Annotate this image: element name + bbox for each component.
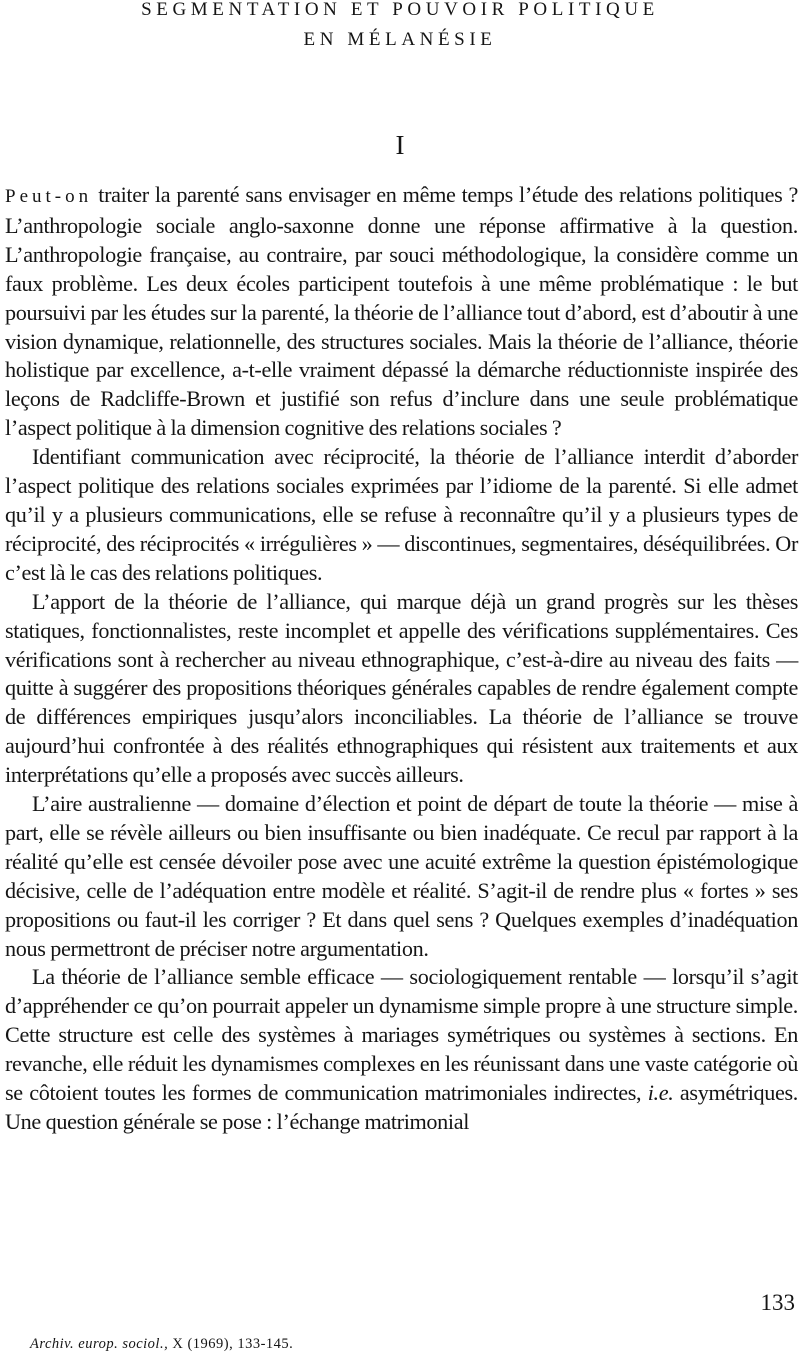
running-header-line-2: EN MÉLANÉSIE [303,29,497,50]
paragraph-5-abbreviation: i.e. [647,1080,674,1106]
page-number: 133 [760,1290,795,1315]
journal-citation [30,1335,293,1353]
running-header-line-1: SEGMENTATION ET POUVOIR POLITIQUE [141,0,659,20]
paragraph-5-text-b: asymétriques. Une question générale se pose : l’échange matrimonial [5,1080,798,1134]
paragraph-1-text: traiter la parenté sans envisager en même temps l’étude des relations politiques ? L’anthropologie sociale anglo-saxonne donne une réponse affirmative à la question. L’anthropologie française, au contraire, par souci méthodologique, la considère comme un faux problème. Les deux écoles participent toutefois à une même problématique : le but poursuivi par les études sur la parenté, la théorie de l’alliance tout d’abord, est d’aboutir à une vision dynamique, relationnelle, des structures sociales. Mais la théorie de l’alliance, théorie holistique par excellence, a-t-elle vraiment dépassé la démarche réductionniste inspirée des leçons de Radcliffe-Brown et justifié son refus d’inclure dans une seule problématique l’aspect politique à la dimension cognitive des relations sociales ? [5,182,798,441]
article-body [5,181,798,1137]
citation-details: X (1969), 133-145. [168,1336,294,1352]
paragraph-5 [5,963,798,1136]
paragraph-1-lead-words: Peut-on [5,186,93,207]
section-number: I [395,130,405,160]
running-header [0,0,800,55]
paragraph-3: L’apport de la théorie de l’alliance, qui marque déjà un grand progrès sur les thèses statiques, fonctionnalistes, reste incomplet et appelle des vérifications supplémentaires. Ces vérifications sont à rechercher au niveau ethnographique, c’est-à-dire au niveau des faits — quitte à suggérer des propositions théoriques générales capables de rendre également compte de différences empiriques jusqu’alors inconciliables. La théorie de l’alliance se trouve aujourd’hui confrontée à des réalités ethnographiques qui résistent aux traitements et aux interprétations qu’elle a proposés avec succès ailleurs. [5,588,798,788]
citation-journal: Archiv. europ. sociol., [30,1336,169,1352]
paragraph-5-text-a: La théorie de l’alliance semble efficace — sociologiquement rentable — lorsqu’il s’agit d’appréhender ce qu’on pourrait appeler un dynamisme simple propre à une structure simple. Cette structure est celle des systèmes à mariages symétriques ou systèmes à sections. En revanche, elle réduit les dynamismes complexes en les réunissant dans une vaste catégorie où se côtoient toutes les formes de communication matrimoniales indirectes, [5,964,798,1106]
paragraph-2: Identifiant communication avec réciprocité, la théorie de l’alliance interdit d’aborder l’aspect politique des relations sociales exprimées par l’idiome de la parenté. Si elle admet qu’il y a plusieurs communications, elle se refuse à reconnaître qu’il y a plusieurs types de réciprocité, des réciprocités « irrégulières » — discontinues, segmentaires, déséquilibrées. Or c’est là le cas des relations politiques. [5,444,798,585]
paragraph-1 [5,181,798,443]
paragraph-4: L’aire australienne — domaine d’élection et point de départ de toute la théorie — mise à part, elle se révèle ailleurs ou bien insuffisante ou bien inadéquate. Ce recul par rapport à la réalité qu’elle est censée dévoiler pose avec une acuité extrême la question épistémologique décisive, celle de l’adéquation entre modèle et réalité. S’agit-il de rendre plus « fortes » ses propositions ou faut-il les corriger ? Et dans quel sens ? Quelques exemples d’inadéquation nous permettront de préciser notre argumentation. [5,791,798,961]
